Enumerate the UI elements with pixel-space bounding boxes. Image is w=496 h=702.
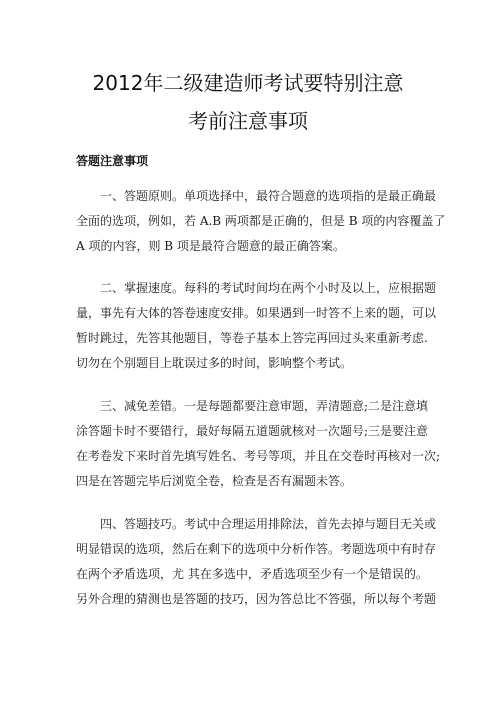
paragraph-line: 另外合理的猜测也是答题的技巧，因为答总比不答强，所以每个考题 — [76, 592, 437, 606]
document-title-line-1: 2012年二级建造师考试要特别注意 — [92, 71, 404, 95]
paragraph-line: A 项的内容，则 B 项是最符合题意的最正确答案。 — [76, 239, 345, 253]
paragraph-speed — [76, 276, 437, 376]
paragraph-answer-principle — [76, 184, 446, 259]
document-title-line-2: 考前注意事项 — [188, 109, 308, 133]
paragraph-line: 一、答题原则。单项选择中，最符合题意的选项指的是最正确最 — [100, 189, 437, 203]
paragraph-reduce-errors — [76, 394, 441, 494]
paragraph-line: 全面的选项，例如，若 A.B 两项都是正确的，但是 B 项的内容覆盖了 — [76, 214, 446, 228]
paragraph-techniques — [76, 512, 437, 612]
paragraph-line: 四是在答题完毕后浏览全卷，检查是否有漏题未答。 — [76, 474, 353, 488]
paragraph-line: 量，事先有大体的答卷速度安排。如果遇到一时答不上来的题，可以 — [76, 306, 437, 320]
paragraph-line: 涂答题卡时不要错行，最好每隔五道题就核对一次题号;三是要注意 — [76, 424, 429, 438]
paragraph-line: 三、减免差错。一是每题都要注意审题，弄清题意;二是注意填 — [100, 399, 429, 413]
paragraph-line: 在考卷发下来时首先填写姓名、考号等项，并且在交卷时再核对一次; — [76, 449, 441, 463]
paragraph-line: 四、答题技巧。考试中合理运用排除法，首先去掉与题目无关或 — [100, 517, 437, 531]
paragraph-line: 暂时跳过，先答其他题目，等卷子基本上答完再回过头来重新考虑. — [76, 331, 428, 345]
section-heading: 答题注意事项 — [76, 154, 149, 168]
paragraph-line: 切勿在个别题目上耽误过多的时间，影响整个考试。 — [76, 356, 353, 370]
paragraph-line: 二、掌握速度。每科的考试时间均在两个小时及以上，应根据题 — [100, 281, 437, 295]
paragraph-line: 明显错误的选项，然后在剩下的选项中分析作答。考题选项中有时存 — [76, 542, 437, 556]
paragraph-line: 在两个矛盾选项，尤 其在多选中，矛盾选项至少有一个是错误的。 — [76, 567, 428, 581]
